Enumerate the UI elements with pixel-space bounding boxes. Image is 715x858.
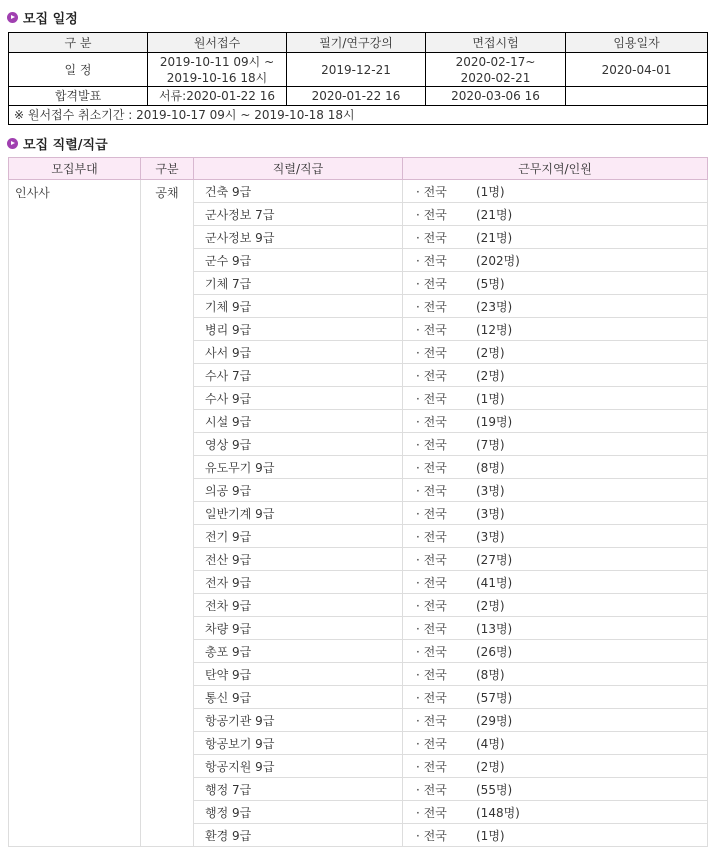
headcount: (12명) xyxy=(476,322,513,337)
interview-period xyxy=(426,53,566,87)
position-region xyxy=(403,594,708,617)
position-rank: 환경 9급 xyxy=(194,824,403,847)
position-rank: 의공 9급 xyxy=(194,479,403,502)
positions-header-cell: 직렬/직급 xyxy=(194,158,403,180)
position-region xyxy=(403,778,708,801)
position-region xyxy=(403,226,708,249)
headcount: (55명) xyxy=(476,782,513,797)
headcount: (21명) xyxy=(476,207,513,222)
headcount: (8명) xyxy=(476,667,505,682)
position-region xyxy=(403,548,708,571)
headcount: (29명) xyxy=(476,713,513,728)
position-region xyxy=(403,456,708,479)
region-name: · 전국 xyxy=(416,345,447,360)
position-rank: 총포 9급 xyxy=(194,640,403,663)
headcount: (7명) xyxy=(476,437,505,452)
region-name: · 전국 xyxy=(416,299,447,314)
position-rank: 항공지원 9급 xyxy=(194,755,403,778)
position-region xyxy=(403,640,708,663)
position-rank: 영상 9급 xyxy=(194,433,403,456)
region-name: · 전국 xyxy=(416,828,447,843)
position-rank: 전기 9급 xyxy=(194,525,403,548)
headcount: (3명) xyxy=(476,529,505,544)
position-region xyxy=(403,801,708,824)
position-region xyxy=(403,686,708,709)
position-rank: 군사정보 7급 xyxy=(194,203,403,226)
headcount: (57명) xyxy=(476,690,513,705)
position-region xyxy=(403,318,708,341)
position-rank: 전차 9급 xyxy=(194,594,403,617)
recruiting-unit: 인사사 xyxy=(9,180,141,847)
region-name: · 전국 xyxy=(416,621,447,636)
document-result-date: 서류:2020-01-22 16 xyxy=(148,87,287,106)
schedule-header-cell: 면접시험 xyxy=(426,33,566,53)
region-name: · 전국 xyxy=(416,437,447,452)
position-rank: 탄약 9급 xyxy=(194,663,403,686)
region-name: · 전국 xyxy=(416,782,447,797)
position-region xyxy=(403,479,708,502)
position-region xyxy=(403,617,708,640)
position-region xyxy=(403,709,708,732)
region-name: · 전국 xyxy=(416,690,447,705)
position-row xyxy=(9,180,708,203)
headcount: (27명) xyxy=(476,552,513,567)
position-region xyxy=(403,249,708,272)
region-name: · 전국 xyxy=(416,483,447,498)
position-rank: 기체 7급 xyxy=(194,272,403,295)
schedule-header-cell: 원서접수 xyxy=(148,33,287,53)
region-name: · 전국 xyxy=(416,575,447,590)
positions-body xyxy=(9,180,708,847)
position-rank: 군수 9급 xyxy=(194,249,403,272)
headcount: (23명) xyxy=(476,299,513,314)
position-region xyxy=(403,341,708,364)
schedule-header-row xyxy=(9,33,708,53)
positions-section-title xyxy=(7,134,108,152)
arrow-bullet-icon xyxy=(7,138,18,149)
position-region xyxy=(403,502,708,525)
position-rank: 건축 9급 xyxy=(194,180,403,203)
region-name: · 전국 xyxy=(416,460,447,475)
position-rank: 기체 9급 xyxy=(194,295,403,318)
headcount: (1명) xyxy=(476,828,505,843)
position-region xyxy=(403,732,708,755)
appointment-date: 2020-04-01 xyxy=(566,53,708,87)
position-region xyxy=(403,272,708,295)
region-name: · 전국 xyxy=(416,368,447,383)
apply-end: 2019-10-16 18시 xyxy=(166,70,268,85)
schedule-row-results xyxy=(9,87,708,106)
region-name: · 전국 xyxy=(416,207,447,222)
positions-title: 모집 직렬/직급 xyxy=(23,137,108,153)
region-name: · 전국 xyxy=(416,322,447,337)
schedule-row-dates xyxy=(9,53,708,87)
headcount: (2명) xyxy=(476,368,505,383)
headcount: (148명) xyxy=(476,805,520,820)
position-region xyxy=(403,663,708,686)
headcount: (13명) xyxy=(476,621,513,636)
headcount: (41명) xyxy=(476,575,513,590)
region-name: · 전국 xyxy=(416,667,447,682)
region-name: · 전국 xyxy=(416,276,447,291)
position-rank: 일반기계 9급 xyxy=(194,502,403,525)
interview-start: 2020-02-17~ xyxy=(455,54,536,69)
schedule-section-title xyxy=(7,8,78,26)
position-rank: 통신 9급 xyxy=(194,686,403,709)
region-name: · 전국 xyxy=(416,506,447,521)
position-rank: 시설 9급 xyxy=(194,410,403,433)
headcount: (8명) xyxy=(476,460,505,475)
headcount: (21명) xyxy=(476,230,513,245)
region-name: · 전국 xyxy=(416,644,447,659)
position-rank: 군사정보 9급 xyxy=(194,226,403,249)
region-name: · 전국 xyxy=(416,552,447,567)
schedule-note-row xyxy=(9,106,708,125)
headcount: (202명) xyxy=(476,253,520,268)
region-name: · 전국 xyxy=(416,736,447,751)
position-region xyxy=(403,203,708,226)
headcount: (26명) xyxy=(476,644,513,659)
apply-period xyxy=(148,53,287,87)
schedule-header-cell: 필기/연구강의 xyxy=(287,33,426,53)
headcount: (2명) xyxy=(476,345,505,360)
position-rank: 항공보기 9급 xyxy=(194,732,403,755)
position-region xyxy=(403,387,708,410)
schedule-row-label: 일 정 xyxy=(9,53,148,87)
position-region xyxy=(403,295,708,318)
headcount: (3명) xyxy=(476,506,505,521)
headcount: (1명) xyxy=(476,391,505,406)
position-region xyxy=(403,180,708,203)
headcount: (3명) xyxy=(476,483,505,498)
position-region xyxy=(403,571,708,594)
headcount: (19명) xyxy=(476,414,513,429)
region-name: · 전국 xyxy=(416,414,447,429)
positions-table xyxy=(8,157,708,847)
written-result-date: 2020-01-22 16 xyxy=(287,87,426,106)
position-rank: 전자 9급 xyxy=(194,571,403,594)
position-rank: 전산 9급 xyxy=(194,548,403,571)
schedule-table xyxy=(8,32,708,125)
region-name: · 전국 xyxy=(416,598,447,613)
position-rank: 차량 9급 xyxy=(194,617,403,640)
arrow-bullet-icon xyxy=(7,12,18,23)
position-region xyxy=(403,755,708,778)
position-rank: 행정 7급 xyxy=(194,778,403,801)
schedule-header-cell: 임용일자 xyxy=(566,33,708,53)
written-exam-date: 2019-12-21 xyxy=(287,53,426,87)
position-region xyxy=(403,364,708,387)
region-name: · 전국 xyxy=(416,391,447,406)
position-region xyxy=(403,410,708,433)
region-name: · 전국 xyxy=(416,230,447,245)
region-name: · 전국 xyxy=(416,713,447,728)
headcount: (5명) xyxy=(476,276,505,291)
position-rank: 수사 7급 xyxy=(194,364,403,387)
position-region xyxy=(403,433,708,456)
appointment-result-date xyxy=(566,87,708,106)
schedule-header-cell: 구 분 xyxy=(9,33,148,53)
position-rank: 수사 9급 xyxy=(194,387,403,410)
region-name: · 전국 xyxy=(416,253,447,268)
position-region xyxy=(403,525,708,548)
positions-header-cell: 구분 xyxy=(141,158,194,180)
headcount: (2명) xyxy=(476,759,505,774)
region-name: · 전국 xyxy=(416,184,447,199)
position-rank: 유도무기 9급 xyxy=(194,456,403,479)
headcount: (1명) xyxy=(476,184,505,199)
interview-end: 2020-02-21 xyxy=(460,70,531,85)
schedule-row-label: 합격발표 xyxy=(9,87,148,106)
interview-result-date: 2020-03-06 16 xyxy=(426,87,566,106)
headcount: (2명) xyxy=(476,598,505,613)
schedule-title: 모집 일정 xyxy=(23,11,78,27)
positions-header-row xyxy=(9,158,708,180)
apply-start: 2019-10-11 09시 ~ xyxy=(159,54,275,69)
position-rank: 항공기관 9급 xyxy=(194,709,403,732)
region-name: · 전국 xyxy=(416,529,447,544)
headcount: (4명) xyxy=(476,736,505,751)
positions-header-cell: 모집부대 xyxy=(9,158,141,180)
region-name: · 전국 xyxy=(416,805,447,820)
position-rank: 사서 9급 xyxy=(194,341,403,364)
position-region xyxy=(403,824,708,847)
position-rank: 행정 9급 xyxy=(194,801,403,824)
region-name: · 전국 xyxy=(416,759,447,774)
position-rank: 병리 9급 xyxy=(194,318,403,341)
recruitment-type: 공채 xyxy=(141,180,194,847)
positions-header-cell: 근무지역/인원 xyxy=(403,158,708,180)
cancel-period-note: ※ 원서접수 취소기간 : 2019-10-17 09시 ~ 2019-10-18 18시 xyxy=(9,106,708,125)
